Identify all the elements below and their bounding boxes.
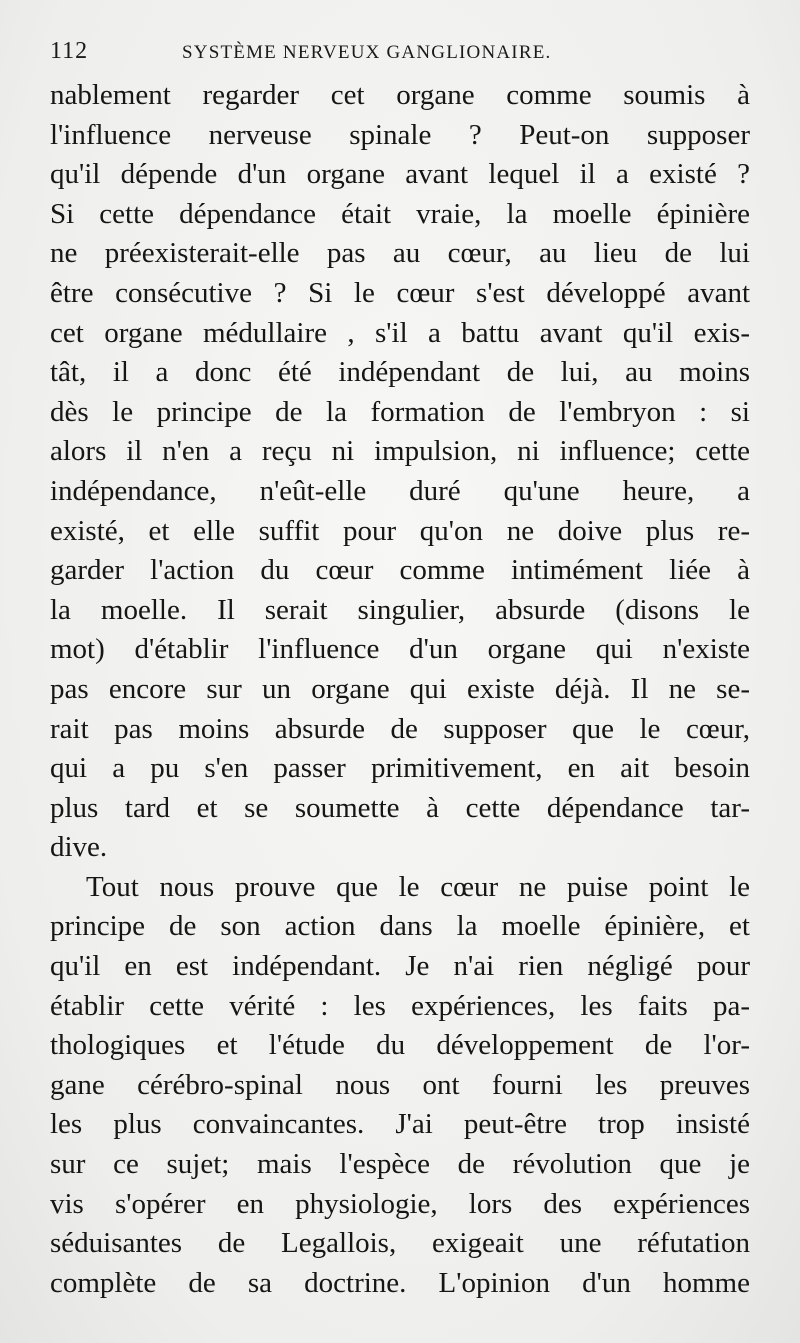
text-line: garder l'action du cœur comme intimément liée à (50, 554, 750, 587)
text-line: qu'il en est indépendant. Je n'ai rien négligé pour (50, 950, 750, 983)
page-number: 112 (50, 38, 89, 64)
text-line: existé, et elle suffit pour qu'on ne doive plus re- (50, 514, 750, 547)
text-line: Si cette dépendance était vraie, la moelle épinière (50, 197, 750, 230)
paragraph-start-line: Tout nous prouve que le cœur ne puise point le (86, 870, 750, 903)
text-line: vis s'opérer en physiologie, lors des expériences (50, 1187, 750, 1220)
text-line: rait pas moins absurde de supposer que le cœur, (50, 712, 750, 745)
text-line: thologiques et l'étude du développement de l'or- (50, 1029, 750, 1062)
text-line: la moelle. Il serait singulier, absurde (disons le (50, 593, 750, 626)
text-line: sur ce sujet; mais l'espèce de révolution que je (50, 1148, 750, 1181)
text-line: gane cérébro-spinal nous ont fourni les preuves (50, 1068, 750, 1101)
text-line: complète de sa doctrine. L'opinion d'un homme (50, 1266, 750, 1299)
text-line: qu'il dépende d'un organe avant lequel il a existé ? (50, 158, 750, 191)
text-line: établir cette vérité : les expériences, les faits pa- (50, 989, 750, 1022)
text-line: dès le principe de la formation de l'embryon : si (50, 395, 750, 428)
text-line: nablement regarder cet organe comme soumis à (50, 79, 750, 111)
text-line: principe de son action dans la moelle épinière, et (50, 910, 750, 943)
text-line: cet organe médullaire , s'il a battu avant qu'il exis- (50, 316, 750, 349)
body-text (50, 76, 750, 1303)
paragraph-end-line: dive. (50, 831, 108, 864)
text-line: tât, il a donc été indépendant de lui, au moins (50, 356, 750, 389)
text-line: être consécutive ? Si le cœur s'est développé avant (50, 276, 750, 309)
text-line: séduisantes de Legallois, exigeait une réfutation (50, 1227, 750, 1260)
page-header (50, 38, 750, 70)
text-line: plus tard et se soumette à cette dépendance tar- (50, 791, 750, 824)
text-line: l'influence nerveuse spinale ? Peut-on supposer (50, 118, 750, 151)
text-line: ne préexisterait-elle pas au cœur, au lieu de lui (50, 237, 750, 270)
text-line: qui a pu s'en passer primitivement, en ait besoin (50, 752, 750, 785)
text-line: mot) d'établir l'influence d'un organe qui n'existe (50, 633, 750, 666)
text-line: indépendance, n'eût-elle duré qu'une heure, a (50, 474, 750, 507)
text-line: pas encore sur un organe qui existe déjà. Il ne se- (50, 672, 750, 705)
running-title: SYSTÈME NERVEUX GANGLIONAIRE. (182, 42, 552, 63)
text-line: les plus convaincantes. J'ai peut-être trop insisté (50, 1108, 750, 1141)
text-line: alors il n'en a reçu ni impulsion, ni influence; cette (50, 435, 750, 468)
